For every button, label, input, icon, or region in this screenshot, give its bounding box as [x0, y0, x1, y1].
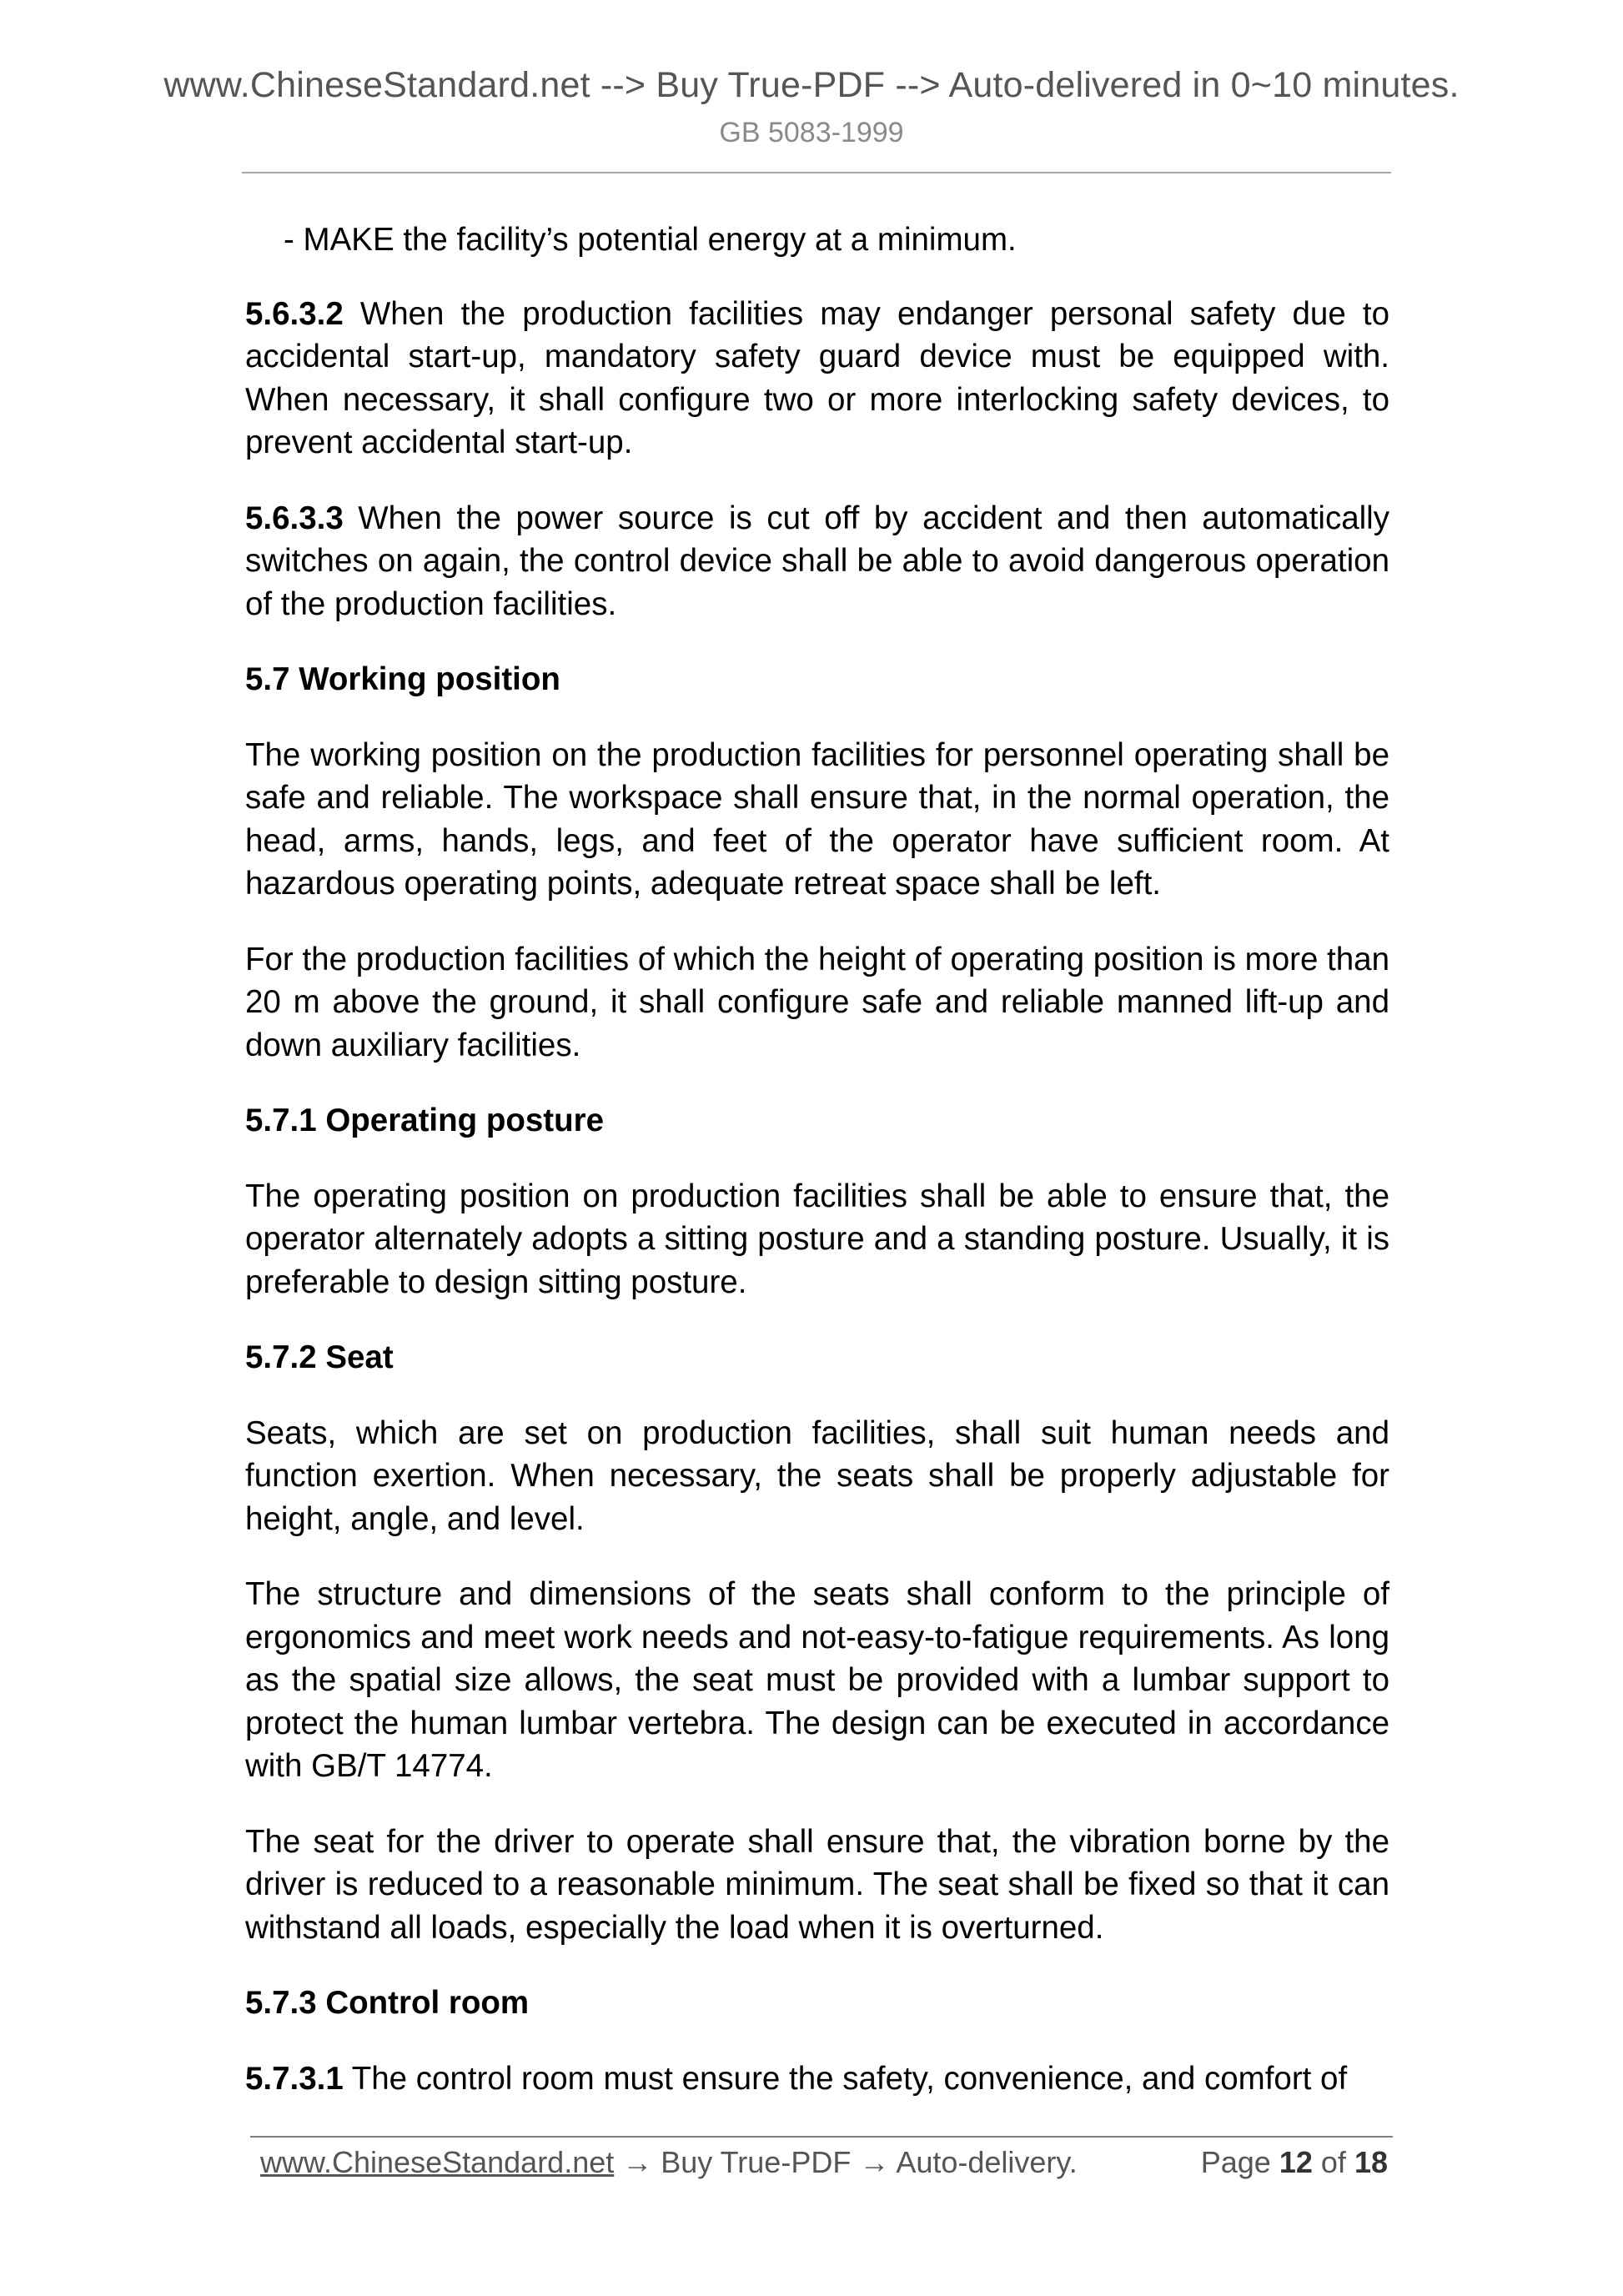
footer-site-link[interactable]: www.ChineseStandard.net — [260, 2145, 615, 2179]
footer-left — [260, 2140, 1078, 2185]
page-body — [245, 219, 1389, 2133]
clause-5-6-3-2 — [245, 293, 1389, 465]
paragraph: The structure and dimensions of the seats shall conform to the principle of ergonomics and meet work needs and not-easy-to-fatigue requirements. As long as the spatial size allows, the seat must be provided with a lumbar support to protect the human lumbar vertebra. The design can be executed in accordance with GB/T 14774. — [245, 1576, 1389, 1784]
page-indicator — [1201, 2140, 1388, 2185]
clause-number: 5.7.3.1 — [245, 2060, 344, 2097]
header-doc-code: GB 5083-1999 — [719, 117, 904, 148]
clause-text: The control room must ensure the safety, convenience, and comfort of — [343, 2060, 1348, 2097]
clause-text: When the production facilities may endanger personal safety due to accidental start-up, mandatory safety guard device must be equipped with. When necessary, it shall configure two or more interlocking safety devices, to prevent accidental start-up. — [245, 295, 1389, 460]
heading-5-7-2: 5.7.2 Seat — [245, 1339, 394, 1375]
page-current: 12 — [1279, 2145, 1313, 2179]
clause-number: 5.6.3.3 — [245, 500, 344, 536]
footer-divider — [250, 2136, 1393, 2138]
paragraph: Seats, which are set on production facilities, shall suit human needs and function exertion. When necessary, the seats shall be properly adjustable for height, angle, and level. — [245, 1414, 1389, 1537]
clause-5-7-3-1 — [245, 2057, 1389, 2101]
footer — [260, 2140, 1388, 2185]
paragraph: The seat for the driver to operate shall ensure that, the vibration borne by the driver is reduced to a reasonable minimum. The seat shall be fixed so that it can withstand all loads, especially the load when it is overturned. — [245, 1823, 1389, 1946]
clause-text: When the power source is cut off by accident and then automatically switches on again, the control device shall be able to avoid dangerous operation of the production facilities. — [245, 500, 1389, 622]
paragraph: The working position on the production facilities for personnel operating shall be safe and reliable. The workspace shall ensure that, in the normal operation, the head, arms, hands, legs, and feet of the operator have sufficient room. At hazardous operating points, adequate retreat space shall be left. — [245, 736, 1389, 902]
paragraph: The operating position on production facilities shall be able to ensure that, the operator alternately adopts a sitting posture and a standing posture. Usually, it is preferable to design sitting posture. — [245, 1178, 1389, 1300]
header-divider — [242, 172, 1391, 173]
page-label: Page — [1200, 2145, 1271, 2179]
header-banner: www.ChineseStandard.net --> Buy True-PDF --> Auto-delivered in 0~10 minutes. — [163, 65, 1460, 105]
clause-number: 5.6.3.2 — [245, 295, 344, 332]
of-label: of — [1320, 2145, 1346, 2179]
footer-tagline: → Buy True-PDF → Auto-delivery. — [614, 2145, 1078, 2179]
heading-5-7-3: 5.7.3 Control room — [245, 1985, 530, 2021]
heading-5-7: 5.7 Working position — [245, 661, 560, 697]
page-total: 18 — [1354, 2145, 1388, 2179]
heading-5-7-1: 5.7.1 Operating posture — [245, 1103, 605, 1138]
clause-5-6-3-3 — [245, 497, 1389, 626]
paragraph: For the production facilities of which the height of operating position is more than 20 m above the ground, it shall configure safe and reliable manned lift-up and down auxiliary facilities. — [245, 941, 1389, 1063]
dash-item: - MAKE the facility’s potential energy at a minimum. — [284, 222, 1017, 258]
